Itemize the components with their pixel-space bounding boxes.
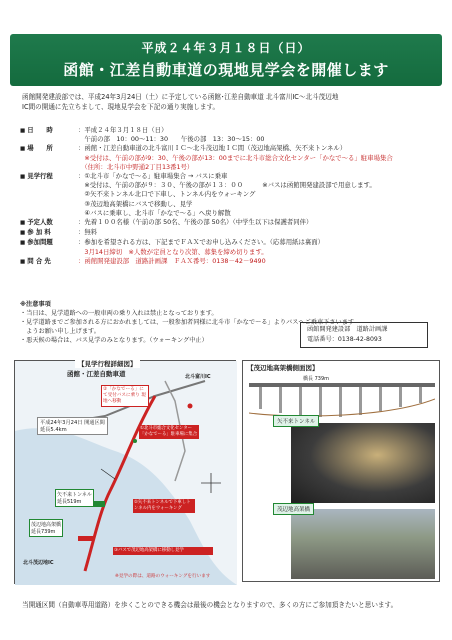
detail-value [78,238,442,256]
tunnel-photo [291,423,435,503]
bridge-name: 茂辺地高架橋 [31,522,62,528]
detail-row [20,257,442,267]
detail-line: ②矢不来トンネル北口で下車し、トンネル内をウォーキング [78,190,256,199]
detail-value [78,228,442,238]
title-banner [10,34,442,86]
contact-tel: 電話番号：0138-42-8093 [307,336,382,343]
tunnel-length: 延長519m [57,499,82,505]
open-section-text: 平成24年3月24日 開通区間 [40,420,105,426]
detail-label: ■ 参加問題 [20,238,78,256]
detail-label: ■ 参 加 料 [20,228,78,238]
notes-heading: ※注意事項 [20,301,51,308]
contact-org: 函館開発建設部 道路計画課 [307,326,388,333]
note-item: ・当日は、見学道路への一般車両の乗り入れは禁止となっております。 [20,310,218,317]
open-section-length: 延長5.4km [40,427,67,433]
bridge-span: 橋長 739m [303,376,330,382]
map-callout: ③バスで茂辺地高架橋に移動し見学 [113,547,213,555]
detail-line: ：①北斗市「かなで〜る」駐車場集合 → バスに乗車 [78,172,228,181]
detail-row [20,126,442,144]
detail-value [78,144,442,172]
map-callout: ①北斗市総合文化センター「かなでーる」駐車場に集合 [140,426,198,437]
detail-line: ：先着１００名様（午前の部 50名、午後の部 50名）（中学生以下は保護者同伴） [78,218,313,227]
bridge-profile [249,379,435,419]
detail-row [20,238,442,256]
detail-label: ■ 見学行程 [20,172,78,218]
detail-line: ：参加を希望される方は、下記までＦＡＸでお申し込みください。（応募用紙は裏面） [78,238,325,247]
detail-label: ■ 日 時 [20,126,78,144]
detail-line: ※受付は、午前の部が9：30、午後の部が13：00までに北斗市総合文化センター「かなで〜る」駐車場集合 [78,153,393,162]
detail-value [78,172,442,218]
detail-line: ④バスに乗車し、北斗市「かなで〜る」へ戻り解散 [78,208,231,217]
tunnel-name: 矢不来トンネル [57,492,92,498]
note-item: ようお願い申し上げます。 [20,328,100,335]
detail-line: 午前の部 10：00～11：30 午後の部 13：30～15：00 [78,135,265,144]
detail-line: （住所：北斗市中野通2丁目13番1号） [78,162,194,171]
detail-value [78,218,442,228]
detail-label: ■ 問 合 先 [20,257,78,267]
route-map [14,360,236,584]
event-title: 函館・江差自動車道の現地見学会を開催します [63,61,389,79]
details-list [20,126,442,267]
ic-label: 北斗富川IC [185,374,211,380]
detail-row [20,144,442,172]
detail-line: 3月14日締切 ※人数が定員となり次第、募集を締め切ります。 [78,247,268,256]
tunnel-label [55,489,94,507]
bridge-label [29,519,63,537]
bridge-photo [291,509,435,579]
note-item: ・悪天候の場合は、バス見学のみとなります。（ウォーキング中止） [20,337,208,344]
map-note: ※見学の際は、道路のウォーキングを行います [115,574,211,579]
detail-line: ：函館開発建設部 道路計画課 ＦＡＸ番号：0138－42－9490 [78,256,266,265]
photo-caption: 茂辺地高架橋 [273,503,314,515]
detail-label: ■ 場 所 [20,144,78,172]
detail-line: ：函館・江差自動車道の北斗富川ＩＣ～北斗茂辺地ＩＣ間（茂辺地高架橋、矢不来トンネル） [78,144,347,153]
detail-row [20,172,442,218]
ic-label: 北斗茂辺地IC [23,560,54,566]
bridge-length: 延長739m [31,529,56,535]
footer-text: 当開通区間（自動車専用道路）を歩くことのできる機会は最後の機会となりますので、多くの方にご参加頂きたいと思います。 [22,601,398,609]
detail-row [20,218,442,228]
bridge-panel [242,360,440,582]
detail-row [20,228,442,238]
event-date: 平成２４年３月１８日（日） [141,41,311,55]
note-item: ・見学道路までご参加される方におかれましては、一般参加者同様に北斗市「かなで〜る」よりバスへご乗車下さいます [20,319,355,326]
detail-line: ：平成２４年３月１８日（日） [78,126,168,134]
map-title: 【見学行程詳細図】 [75,359,140,368]
detail-line: ※受付は、午前の部が９：３０、午後の部が１３：００ ※バスは函館開発建設部で用意します。 [78,181,376,190]
detail-label: ■ 予定人数 [20,218,78,228]
panel-title: 【茂辺地高架橋側面図】 [247,364,319,372]
map-road-name: 函館・江差自動車道 [67,370,126,378]
detail-line: ③茂辺地高架橋にバスで移動し、見学 [78,199,193,208]
detail-value [78,126,442,144]
detail-line: ：無料 [78,228,98,237]
intro-line: IC間の開通に先立ちまして、現地見学会を下記の通り実施します。 [22,103,220,111]
intro-paragraph [22,92,440,112]
contact-box [300,322,428,348]
map-callout: ②「かなでーる」にて受付バスに乗り 現地へ移動 [101,385,149,407]
intro-line: 函館開発建設部では、平成24年3月24日（土）に予定している函館･江差自動車道 北斗富川IC～北斗茂辺地 [22,93,339,101]
open-section-label [37,417,108,435]
map-callout: ②矢不来トンネルで下車しトンネル内をウォーキング [133,499,195,513]
detail-value [78,257,442,267]
photo-caption: 矢不来トンネル [273,415,319,427]
